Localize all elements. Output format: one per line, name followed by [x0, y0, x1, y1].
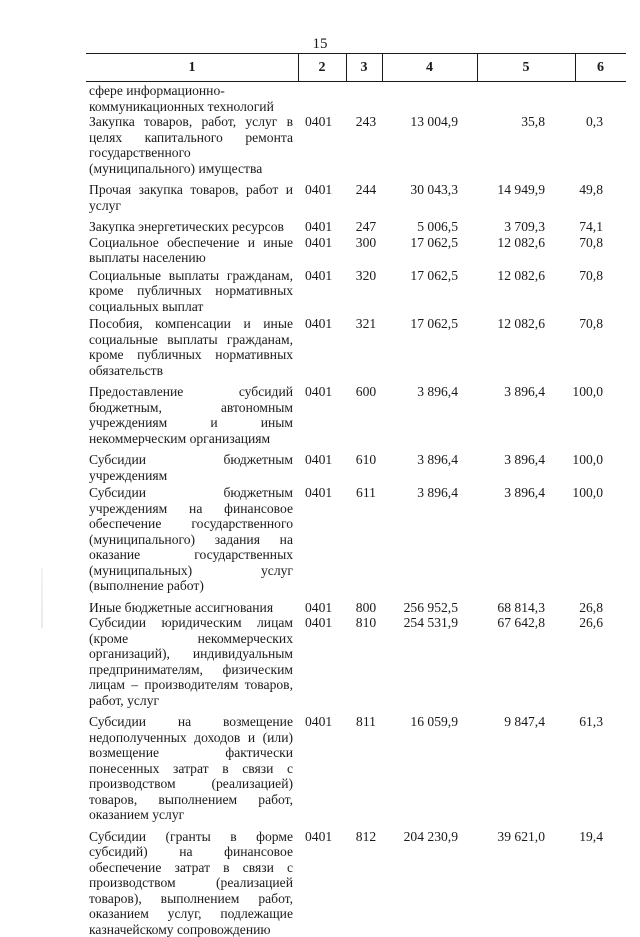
row-name: Иные бюджетные ассигнования: [89, 600, 293, 616]
row-name: Прочая закупка товаров, работ и услуг: [89, 182, 293, 213]
header-col-6: 6: [575, 54, 626, 81]
row-expense-code: 247: [348, 219, 384, 235]
row-expense-code: 300: [348, 235, 384, 251]
row-expense-code: 320: [348, 268, 384, 284]
row-name: Закупка энергетических ресурсов: [89, 219, 293, 235]
row-expense-code: 610: [348, 452, 384, 468]
row-name: Пособия, компенсации и иные социальные выплаты гражданам, кроме публичных нормативных обязательств: [89, 316, 293, 378]
row-executed-amount: 67 642,8: [480, 615, 545, 631]
row-section-code: 0401: [305, 235, 335, 251]
row-execution-percent: 100,0: [560, 452, 603, 468]
header-divider: [382, 53, 383, 81]
row-section-code: 0401: [305, 219, 335, 235]
row-executed-amount: 35,8: [480, 114, 545, 130]
row-executed-amount: 3 709,3: [480, 219, 545, 235]
table-row: [0, 452, 640, 483]
row-execution-percent: 70,8: [560, 235, 603, 251]
scan-margin-mark: [41, 568, 43, 628]
row-execution-percent: 0,3: [560, 114, 603, 130]
row-planned-amount: 3 896,4: [380, 384, 458, 400]
row-planned-amount: 17 062,5: [380, 235, 458, 251]
row-expense-code: 812: [348, 829, 384, 845]
table-body: [0, 83, 640, 937]
table-row: [0, 829, 640, 937]
table-row: [0, 83, 640, 114]
table-row: [0, 268, 640, 315]
row-execution-percent: 100,0: [560, 485, 603, 501]
row-executed-amount: 3 896,4: [480, 485, 545, 501]
row-section-code: 0401: [305, 615, 335, 631]
row-expense-code: 811: [348, 714, 384, 730]
row-execution-percent: 26,8: [560, 600, 603, 616]
table-row: [0, 182, 640, 213]
row-executed-amount: 9 847,4: [480, 714, 545, 730]
header-col-4: 4: [382, 54, 477, 81]
row-section-code: 0401: [305, 600, 335, 616]
row-execution-percent: 26,6: [560, 615, 603, 631]
row-executed-amount: 3 896,4: [480, 452, 545, 468]
row-expense-code: 243: [348, 114, 384, 130]
table-row: [0, 114, 640, 176]
row-execution-percent: 70,8: [560, 268, 603, 284]
row-name: Субсидии на возмещение недополученных доходов и (или) возмещение фактически понесенных затрат в связи с производством (реализацией) товаров, выполнением работ, оказанием услуг: [89, 714, 293, 823]
table-header: [86, 54, 626, 81]
table-row: [0, 316, 640, 378]
row-section-code: 0401: [305, 268, 335, 284]
row-name: Субсидии (гранты в форме субсидий) на финансовое обеспечение затрат в связи с производством (реализацией товаров), выполнением работ, оказанием услуг, подлежащие казначейскому сопровождению: [89, 829, 293, 937]
row-section-code: 0401: [305, 182, 335, 198]
row-executed-amount: 14 949,9: [480, 182, 545, 198]
table-row: [0, 485, 640, 594]
table-row: [0, 615, 640, 708]
table-row: [0, 235, 640, 266]
row-planned-amount: 17 062,5: [380, 316, 458, 332]
row-executed-amount: 3 896,4: [480, 384, 545, 400]
row-planned-amount: 30 043,3: [380, 182, 458, 198]
row-name: Социальные выплаты гражданам, кроме публичных нормативных социальных выплат: [89, 268, 293, 315]
row-name: Закупка товаров, работ, услуг в целях капитального ремонта государственного (муниципального) имущества: [89, 114, 293, 176]
row-section-code: 0401: [305, 485, 335, 501]
row-expense-code: 810: [348, 615, 384, 631]
row-section-code: 0401: [305, 452, 335, 468]
row-name: Социальное обеспечение и иные выплаты населению: [89, 235, 293, 266]
row-planned-amount: 254 531,9: [380, 615, 458, 631]
row-name: Субсидии бюджетным учреждениям: [89, 452, 293, 483]
table-row: [0, 384, 640, 446]
row-name: сфере информационно-коммуникационных технологий: [89, 83, 293, 114]
header-col-2: 2: [298, 54, 346, 81]
row-section-code: 0401: [305, 714, 335, 730]
row-planned-amount: 204 230,9: [380, 829, 458, 845]
row-executed-amount: 68 814,3: [480, 600, 545, 616]
row-execution-percent: 74,1: [560, 219, 603, 235]
row-planned-amount: 256 952,5: [380, 600, 458, 616]
header-divider: [298, 53, 299, 81]
row-planned-amount: 5 006,5: [380, 219, 458, 235]
header-col-5: 5: [477, 54, 575, 81]
row-section-code: 0401: [305, 316, 335, 332]
row-planned-amount: 17 062,5: [380, 268, 458, 284]
row-execution-percent: 61,3: [560, 714, 603, 730]
row-execution-percent: 100,0: [560, 384, 603, 400]
row-planned-amount: 3 896,4: [380, 485, 458, 501]
row-section-code: 0401: [305, 829, 335, 845]
row-execution-percent: 49,8: [560, 182, 603, 198]
row-planned-amount: 16 059,9: [380, 714, 458, 730]
row-expense-code: 600: [348, 384, 384, 400]
row-name: Предоставление субсидий бюджетным, автономным учреждениям и иным некоммерческим организациям: [89, 384, 293, 446]
page-number: 15: [0, 36, 640, 52]
row-planned-amount: 3 896,4: [380, 452, 458, 468]
header-col-3: 3: [346, 54, 382, 81]
header-divider: [346, 53, 347, 81]
table-header-rule: [86, 81, 626, 82]
row-expense-code: 611: [348, 485, 384, 501]
row-name: Субсидии юридическим лицам (кроме некоммерческих организаций), индивидуальным предпринимателям, физическим лицам – производителям товаров, работ, услуг: [89, 615, 293, 708]
row-executed-amount: 12 082,6: [480, 316, 545, 332]
header-divider: [575, 53, 576, 81]
row-section-code: 0401: [305, 114, 335, 130]
row-execution-percent: 19,4: [560, 829, 603, 845]
header-divider: [477, 53, 478, 81]
table-row: [0, 600, 640, 616]
row-execution-percent: 70,8: [560, 316, 603, 332]
row-expense-code: 321: [348, 316, 384, 332]
table-row: [0, 219, 640, 235]
row-executed-amount: 12 082,6: [480, 235, 545, 251]
header-col-1: 1: [86, 54, 298, 81]
row-expense-code: 244: [348, 182, 384, 198]
row-executed-amount: 39 621,0: [480, 829, 545, 845]
row-planned-amount: 13 004,9: [380, 114, 458, 130]
row-expense-code: 800: [348, 600, 384, 616]
row-executed-amount: 12 082,6: [480, 268, 545, 284]
row-section-code: 0401: [305, 384, 335, 400]
row-name: Субсидии бюджетным учреждениям на финансовое обеспечение государственного (муниципального) задания на оказание государственных (муниципальных) услуг (выполнение работ): [89, 485, 293, 594]
table-row: [0, 714, 640, 823]
